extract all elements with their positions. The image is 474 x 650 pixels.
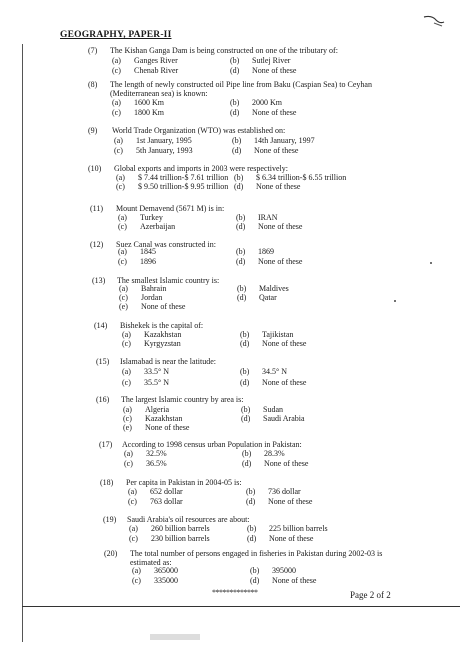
option-text: 33.5° N (144, 367, 169, 376)
option-text: 395000 (272, 566, 296, 575)
option-label: (e) (123, 423, 132, 432)
question-number: (13) (92, 276, 106, 285)
option-label: (d) (250, 576, 260, 585)
option-text: Kazakhstan (144, 330, 182, 339)
option-text: None of these (258, 257, 303, 266)
option-label: (d) (232, 146, 242, 155)
question-text: Mount Demavend (5671 M) is in: (116, 204, 225, 213)
answer-option (230, 56, 290, 65)
question-number: (14) (94, 321, 108, 330)
answer-option (237, 284, 289, 293)
option-text: 1800 Km (134, 108, 164, 117)
question-number: (17) (99, 440, 113, 449)
question-number: (8) (88, 80, 98, 89)
answer-option (236, 257, 302, 266)
option-label: (c) (118, 222, 127, 231)
option-text: None of these (264, 459, 309, 468)
option-text: None of these (268, 497, 313, 506)
option-label: (b) (247, 524, 257, 533)
question-number: (11) (90, 204, 104, 213)
option-text: 1896 (140, 257, 156, 266)
option-label: (d) (242, 459, 252, 468)
answer-option (118, 222, 175, 231)
question-text: Islamabad is near the latitude: (120, 357, 216, 366)
option-label: (d) (246, 497, 256, 506)
answer-option (122, 367, 169, 376)
option-label: (d) (236, 222, 246, 231)
answer-option (124, 459, 167, 468)
option-label: (d) (230, 66, 240, 75)
option-text: 763 dollar (150, 497, 183, 506)
answer-option (241, 414, 305, 423)
answer-option (112, 98, 164, 107)
answer-option (230, 108, 296, 117)
question-number: (19) (103, 515, 117, 524)
answer-option (119, 302, 185, 311)
option-label: (a) (132, 566, 141, 575)
option-text: $ 7.44 trillion-$ 7.61 trillion (138, 173, 229, 182)
answer-option (246, 487, 301, 496)
answer-option (129, 534, 210, 543)
question-text: Global exports and imports in 2003 were respectively: (114, 164, 288, 173)
option-label: (a) (123, 405, 132, 414)
option-text: 32.5% (146, 449, 167, 458)
answer-option (246, 497, 312, 506)
option-text: None of these (262, 339, 307, 348)
question-text: The smallest Islamic country is: (117, 276, 220, 285)
page-edge-line (22, 44, 23, 642)
answer-option (236, 247, 274, 256)
answer-option (123, 414, 182, 423)
answer-option (132, 566, 178, 575)
option-label: (b) (250, 566, 260, 575)
scan-smudge (150, 634, 200, 640)
option-label: (b) (230, 98, 240, 107)
answer-option (232, 146, 298, 155)
option-label: (b) (240, 330, 250, 339)
answer-option (124, 449, 167, 458)
option-text: 35.5° N (144, 378, 169, 387)
option-text: Jordan (141, 293, 163, 302)
answer-option (230, 98, 282, 107)
option-text: 230 billion barrels (151, 534, 210, 543)
question-text: The largest Islamic country by area is: (121, 395, 244, 404)
option-text: None of these (141, 302, 186, 311)
answer-option (236, 222, 302, 231)
option-label: (b) (237, 284, 247, 293)
answer-option (118, 247, 156, 256)
option-text: Sudan (263, 405, 283, 414)
answer-option (242, 459, 308, 468)
option-label: (e) (119, 302, 128, 311)
option-label: (c) (116, 182, 125, 191)
question-text: The Kishan Ganga Dam is being constructed on one of the tributary of: (110, 46, 338, 55)
answer-option (247, 524, 328, 533)
option-text: 14th January, 1997 (254, 136, 315, 145)
answer-option (234, 173, 346, 182)
option-text: Bahrain (141, 284, 167, 293)
answer-option (236, 213, 278, 222)
option-label: (a) (116, 173, 125, 182)
option-text: None of these (254, 146, 299, 155)
option-label: (d) (236, 257, 246, 266)
option-text: Ganges River (134, 56, 178, 65)
option-text: 34.5° N (262, 367, 287, 376)
option-text: $ 9.50 trillion-$ 9.95 trillion (138, 182, 229, 191)
option-text: 28.3% (264, 449, 285, 458)
option-label: (a) (114, 136, 123, 145)
bottom-rule (22, 606, 460, 607)
option-text: 1st January, 1995 (136, 136, 192, 145)
answer-option (123, 423, 189, 432)
option-label: (d) (230, 108, 240, 117)
option-label: (c) (112, 66, 121, 75)
question-text: According to 1998 census urban Population in Pakistan: (122, 440, 302, 449)
option-label: (d) (237, 293, 247, 302)
answer-option (119, 293, 162, 302)
option-text: None of these (252, 108, 297, 117)
scan-mark-icon (422, 14, 446, 28)
option-text: 1600 Km (134, 98, 164, 107)
answer-option (132, 576, 178, 585)
option-label: (d) (240, 378, 250, 387)
answer-option (114, 146, 193, 155)
option-text: Chenab River (134, 66, 179, 75)
option-text: Tajikistan (262, 330, 294, 339)
option-label: (a) (122, 367, 131, 376)
paper-header: GEOGRAPHY, PAPER-II (60, 30, 172, 40)
answer-option (250, 576, 316, 585)
option-text: 2000 Km (252, 98, 282, 107)
end-stars: ************* (212, 588, 258, 597)
page-number: Page 2 of 2 (350, 590, 391, 600)
answer-option (250, 566, 296, 575)
question-text: Suez Canal was constructed in: (116, 240, 216, 249)
option-label: (b) (240, 367, 250, 376)
speck (394, 300, 396, 302)
option-label: (c) (122, 378, 131, 387)
answer-option (118, 257, 156, 266)
option-text: 36.5% (146, 459, 167, 468)
option-text: None of these (145, 423, 190, 432)
option-label: (a) (119, 284, 128, 293)
answer-option (114, 136, 192, 145)
question-number: (16) (96, 395, 110, 404)
question-text: Per capita in Pakistan in 2004-05 is: (126, 478, 242, 487)
option-label: (c) (128, 497, 137, 506)
option-label: (d) (247, 534, 257, 543)
option-text: Sutlej River (252, 56, 291, 65)
option-text: Kazakhstan (145, 414, 183, 423)
answer-option (241, 405, 283, 414)
answer-option (247, 534, 313, 543)
answer-option (128, 487, 183, 496)
option-label: (c) (124, 459, 133, 468)
answer-option (128, 497, 183, 506)
option-text: 260 billion barrels (151, 524, 210, 533)
option-text: 1845 (140, 247, 156, 256)
option-label: (c) (118, 257, 127, 266)
question-number: (9) (88, 126, 98, 135)
question-text: Saudi Arabia's oil resources are about: (127, 515, 250, 524)
option-text: 225 billion barrels (269, 524, 328, 533)
option-text: Qatar (259, 293, 277, 302)
option-label: (b) (230, 56, 240, 65)
option-label: (a) (118, 247, 127, 256)
option-text: 5th January, 1993 (136, 146, 193, 155)
answer-option (230, 66, 296, 75)
option-text: 652 dollar (150, 487, 183, 496)
option-label: (c) (132, 576, 141, 585)
answer-option (240, 367, 287, 376)
question-number: (10) (88, 164, 102, 173)
option-text: 1869 (258, 247, 274, 256)
question-number: (7) (88, 46, 98, 55)
option-label: (c) (114, 146, 123, 155)
answer-option (240, 339, 306, 348)
option-text: None of these (262, 378, 307, 387)
option-label: (b) (241, 405, 251, 414)
answer-option (122, 339, 181, 348)
option-text: 335000 (154, 576, 178, 585)
option-label: (c) (123, 414, 132, 423)
answer-option (232, 136, 315, 145)
option-text: Azerbaijan (140, 222, 176, 231)
option-label: (a) (124, 449, 133, 458)
option-text: None of these (269, 534, 314, 543)
option-text: Kyrgyzstan (144, 339, 181, 348)
option-label: (b) (242, 449, 252, 458)
option-label: (c) (112, 108, 121, 117)
option-label: (b) (236, 247, 246, 256)
answer-option (119, 284, 166, 293)
option-label: (b) (236, 213, 246, 222)
option-label: (d) (240, 339, 250, 348)
option-text: IRAN (258, 213, 278, 222)
question-number: (20) (104, 549, 118, 558)
question-number: (15) (96, 357, 110, 366)
option-label: (d) (234, 182, 244, 191)
answer-option (242, 449, 285, 458)
answer-option (118, 213, 163, 222)
answer-option (116, 182, 228, 191)
option-label: (a) (112, 56, 121, 65)
option-label: (c) (119, 293, 128, 302)
option-text: 365000 (154, 566, 178, 575)
answer-option (112, 66, 178, 75)
answer-option (123, 405, 169, 414)
option-text: Turkey (140, 213, 163, 222)
speck (430, 262, 432, 264)
option-text: $ 6.34 trillion-$ 6.55 trillion (256, 173, 347, 182)
answer-option (112, 108, 164, 117)
answer-option (112, 56, 178, 65)
option-label: (a) (128, 487, 137, 496)
option-label: (b) (234, 173, 244, 182)
option-text: None of these (256, 182, 301, 191)
question-number: (12) (90, 240, 104, 249)
question-number: (18) (100, 478, 114, 487)
question-text: World Trade Organization (WTO) was established on: (112, 126, 286, 135)
option-text: None of these (258, 222, 303, 231)
question-text: The length of newly constructed oil Pipe line from Baku (Caspian Sea) to Ceyhan (Mediterranean sea) is known: (110, 80, 372, 98)
answer-option (240, 330, 293, 339)
option-text: 736 dollar (268, 487, 301, 496)
option-text: Maldives (259, 284, 289, 293)
question-text: The total number of persons engaged in fisheries in Pakistan during 2002-03 is estimated as: (130, 549, 383, 567)
answer-option (129, 524, 210, 533)
option-label: (b) (246, 487, 256, 496)
option-label: (a) (118, 213, 127, 222)
question-text: Bishekek is the capital of: (120, 321, 204, 330)
option-label: (a) (122, 330, 131, 339)
answer-option (237, 293, 277, 302)
option-text: None of these (252, 66, 297, 75)
answer-option (234, 182, 300, 191)
option-label: (a) (129, 524, 138, 533)
option-label: (a) (112, 98, 121, 107)
option-text: None of these (272, 576, 317, 585)
option-text: Algeria (145, 405, 169, 414)
option-label: (c) (122, 339, 131, 348)
answer-option (122, 330, 181, 339)
option-label: (d) (241, 414, 251, 423)
option-text: Saudi Arabia (263, 414, 305, 423)
answer-option (240, 378, 306, 387)
answer-option (116, 173, 228, 182)
option-label: (b) (232, 136, 242, 145)
option-label: (c) (129, 534, 138, 543)
answer-option (122, 378, 169, 387)
